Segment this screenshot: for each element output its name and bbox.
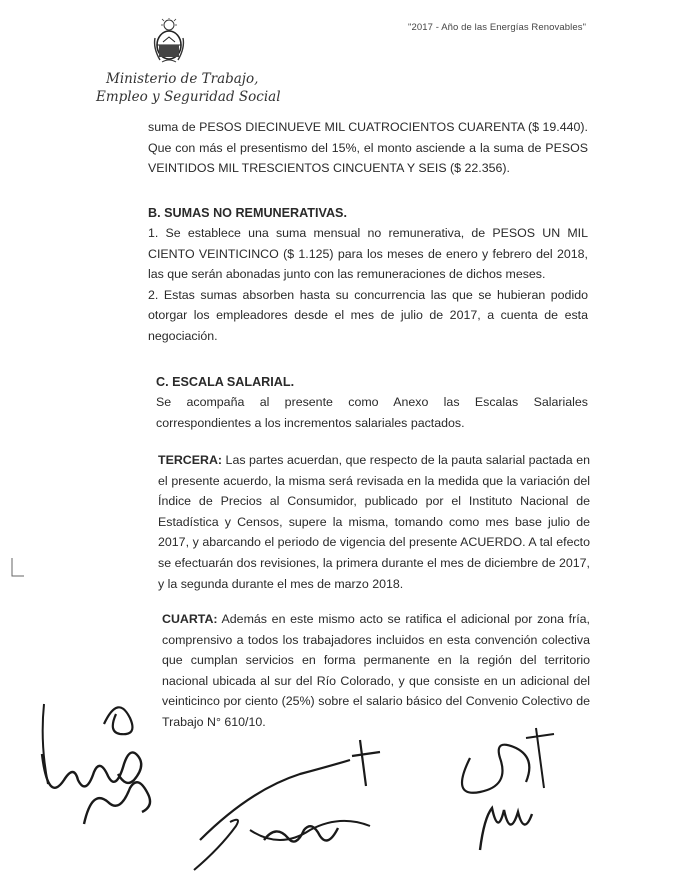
- year-motto: "2017 - Año de las Energías Renovables": [408, 22, 587, 33]
- clause-cuarta-paragraph: [162, 609, 590, 733]
- section-b-paragraph-2: 2. Estas sumas absorben hasta su concurrencia las que se hubieran podido otorgar los empleadores desde el mes de julio de 2017, a cuenta de esta negociación.: [148, 287, 588, 343]
- section-b-paragraph-1: 1. Se establece una suma mensual no remunerativa, de PESOS UN MIL CIENTO VEINTICINCO ($ 1.125) para los meses de enero y febrero del 2018, las que serán abonadas junto con las remuneraciones de dichos meses.: [148, 226, 588, 282]
- clause-tercera-text: Las partes acuerdan, que respecto de la pauta salarial pactada en el presente acuerdo, la misma será revisada en la medida que la variación del Índice de Precios al Consumidor, publicado por el Instituto Nacional de Estadística y Censos, supere la misma, tomando como mes base julio de 2017, y abarcando el periodo de vigencia del presente ACUERDO. A tal efecto se efectuarán dos revisiones, la primera durante el mes de diciembre de 2017, y la segunda durante el mes de marzo 2018.: [158, 453, 590, 591]
- clause-tercera-lead: TERCERA:: [158, 453, 223, 467]
- argentine-coat-of-arms-icon: [152, 18, 186, 64]
- section-c-paragraph: Se acompaña al presente como Anexo las Escalas Salariales correspondientes a los incrementos salariales pactados.: [156, 395, 588, 430]
- section-c: [156, 372, 588, 433]
- ministry-line-1: Ministerio de Trabajo,: [106, 71, 259, 87]
- section-c-heading: C. ESCALA SALARIAL.: [156, 375, 295, 389]
- clause-cuarta-lead: CUARTA:: [162, 612, 218, 626]
- intro-paragraph: suma de PESOS DIECINUEVE MIL CUATROCIENTOS CUARENTA ($ 19.440). Que con más el presentismo del 15%, el monto asciende a la suma de PESOS VEINTIDOS MIL TRESCIENTOS CINCUENTA Y SEIS ($ 22.356).: [148, 120, 588, 176]
- clause-tercera-paragraph: [158, 450, 590, 594]
- ministry-line-2: Empleo y Seguridad Social: [96, 89, 281, 105]
- section-b-heading: B. SUMAS NO REMUNERATIVAS.: [148, 206, 347, 220]
- signature-2: [180, 730, 390, 880]
- clause-cuarta-text: Además en este mismo acto se ratifica el adicional por zona fría, comprensivo a todos los trabajadores incluidos en esta convención colectiva que cumplan servicios en forma permanente en la región del territorio nacional ubicada al sur del Río Colorado, y que consiste en un adicional del veinticinco por ciento (25%) sobre el salario básico del Convenio Colectivo de Trabajo N° 610/10.: [162, 612, 590, 729]
- signature-3: [440, 718, 560, 858]
- section-b: [148, 203, 588, 347]
- clause-tercera: [158, 450, 590, 594]
- ministry-name: [96, 70, 281, 106]
- signature-1: [34, 684, 164, 834]
- margin-bracket-mark: [8, 556, 28, 580]
- clause-cuarta: [162, 609, 590, 733]
- intro-block: [148, 117, 588, 179]
